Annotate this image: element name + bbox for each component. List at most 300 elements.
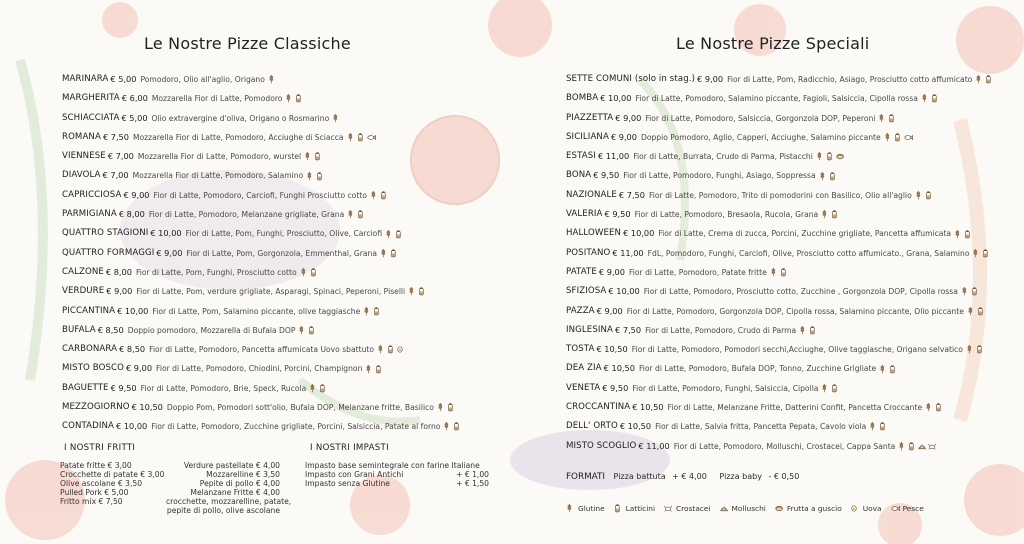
menu-item: [566, 205, 995, 224]
allergen-icons: [967, 306, 987, 317]
allergen-icons: [954, 229, 974, 240]
glutine-icon: [285, 93, 294, 104]
menu-item: [62, 417, 463, 436]
pizza-price: € 7,50: [618, 189, 645, 200]
latticini-icon: [395, 229, 404, 240]
pizza-price: € 5,00: [121, 112, 148, 123]
pizza-price: € 10,50: [131, 402, 163, 413]
allergen-icons: [770, 267, 790, 278]
pizza-name: MARINARA: [62, 74, 109, 84]
formati-row: [566, 472, 799, 482]
pizza-name: POSITANO: [566, 247, 611, 258]
pizza-ingredients: Fior di Latte, Burrata, Crudo di Parma, Pistacchi: [633, 152, 813, 162]
pizza-name: PARMIGIANA: [62, 209, 117, 220]
menu-item: [62, 224, 463, 243]
menu-item: [62, 379, 463, 398]
glutine-icon: [443, 421, 452, 432]
allergen-icons: [377, 344, 407, 355]
menu-item: [62, 147, 463, 166]
pizza-name: PATATE: [566, 266, 597, 277]
glutine-icon: [799, 325, 808, 336]
menu-item: [566, 166, 995, 185]
menu-item: [62, 321, 463, 340]
pizza-price: € 10,00: [608, 286, 640, 297]
pizza-name: VERDURE: [62, 286, 105, 297]
latticini-icon: [308, 325, 317, 336]
pizza-ingredients: Fior di Latte, Pomodoro, Pomodori secchi,Acciughe, Olive taggiasche, Origano selvatico: [631, 345, 963, 355]
latticini-icon: [971, 286, 980, 297]
pizza-ingredients: Fior di Latte, Melanzane Fritte, Datterini Confit, Pancetta Croccante: [667, 403, 923, 413]
menu-item: [566, 437, 995, 456]
latticini-icon: [888, 113, 897, 124]
latticini-icon: [614, 503, 623, 514]
pizza-price: € 9,00: [125, 363, 153, 374]
allergen-icons: [961, 286, 981, 297]
glutine-icon: [821, 209, 830, 220]
pizza-price: € 9,00: [123, 189, 150, 200]
pizza-name: BONA: [566, 170, 592, 181]
classic-pizzas-title: Le Nostre Pizze Classiche: [144, 34, 351, 53]
pizza-price: € 7,00: [102, 170, 129, 181]
legend-label: Glutine: [578, 504, 605, 513]
pizza-price: € 9,00: [615, 112, 642, 123]
pizza-price: € 10,00: [117, 305, 149, 316]
pizza-name: CONTADINA: [62, 421, 115, 432]
classic-pizzas-list: [62, 70, 463, 437]
fritti-list-2: [166, 461, 292, 515]
glutine-icon: [961, 286, 970, 297]
latticini-icon: [418, 286, 427, 297]
pizza-price: € 9,00: [610, 131, 637, 142]
pizza-ingredients: Pomodoro, Olio all'aglio, Origano: [140, 75, 265, 84]
fritto-item: crocchette, mozzarelline, patate,: [166, 497, 292, 506]
pizza-price: € 10,50: [619, 421, 652, 432]
menu-item: [566, 417, 995, 436]
glutine-icon: [377, 344, 386, 355]
allergen-icons: [443, 421, 463, 432]
pizza-price: € 10,00: [116, 421, 148, 432]
legend-label: Latticini: [625, 504, 656, 513]
latticini-icon: [380, 190, 389, 201]
pizza-price: € 9,00: [598, 266, 625, 277]
menu-item: [62, 359, 463, 378]
pesce-icon: [367, 132, 376, 143]
glutine-icon: [819, 171, 828, 182]
special-pizzas-list: [566, 70, 995, 456]
pizza-ingredients: Fior di Latte, Pomodoro, Chiodini, Porcini, Champignon: [156, 364, 363, 374]
allergen-icons: [925, 402, 945, 413]
menu-item: [566, 321, 995, 340]
pizza-name: CAPRICCIOSA: [62, 189, 122, 200]
glutine-icon: [347, 132, 356, 143]
allergen-icons: [268, 74, 278, 85]
menu-item: [62, 70, 463, 89]
pizza-name: INGLESINA: [566, 324, 614, 335]
legend-label: Pesce: [902, 504, 924, 513]
pizza-price: € 9,00: [106, 286, 133, 297]
legend-label: Crostacei: [676, 504, 711, 513]
impasto-price: + € 1,50: [456, 479, 489, 488]
glutine-icon: [566, 503, 575, 514]
molluschi-icon: [918, 441, 927, 452]
pizza-name: BAGUETTE: [62, 382, 109, 393]
pizza-price: € 10,00: [150, 228, 182, 239]
latticini-icon: [780, 267, 789, 278]
pizza-price: € 11,00: [638, 440, 670, 451]
latticini-icon: [357, 209, 366, 220]
pizza-name: SETTE COMUNI (solo in stag.): [566, 74, 696, 84]
pizza-name: DELL' ORTO: [566, 421, 618, 432]
pizza-ingredients: Doppio Pomodoro, Aglio, Capperi, Acciughe, Salamino piccante: [640, 132, 881, 142]
pizza-name: MEZZOGIORNO: [62, 402, 130, 413]
fritto-item: Crocchette di patate € 3,00: [60, 470, 165, 479]
menu-item: [62, 244, 463, 263]
latticini-icon: [931, 93, 940, 104]
fritto-item: Mozzarelline € 3,50: [206, 470, 280, 479]
pizza-ingredients: Fior di Latte, Pomodoro, Molluschi, Crostacei, Cappa Santa: [673, 441, 896, 451]
latticini-icon: [826, 151, 835, 162]
pesce-icon: [891, 503, 900, 514]
pizza-ingredients: Fior di Latte, Pom, Gorgonzola, Emmenthal, Grana: [186, 248, 377, 258]
glutine-icon: [306, 171, 315, 182]
latticini-icon: [373, 306, 382, 317]
glutine-icon: [972, 248, 981, 259]
pizza-price: € 9,00: [156, 247, 183, 258]
impasto-price: + € 1,00: [456, 470, 489, 479]
pizza-name: MISTO BOSCO: [62, 363, 124, 374]
pizza-name: PICCANTINA: [62, 305, 116, 316]
allergen-icons: [298, 325, 318, 336]
frutta-icon: [775, 503, 784, 514]
fritto-item: Pepite di pollo € 4,00: [199, 479, 280, 488]
formati-label: FORMATI: [566, 472, 605, 482]
pizza-name: ESTASI: [566, 151, 596, 162]
glutine-icon: [385, 229, 394, 240]
glutine-icon: [380, 248, 389, 259]
fritti-heading: I NOSTRI FRITTI: [64, 443, 136, 453]
menu-item: [566, 282, 995, 301]
latticini-icon: [319, 383, 328, 394]
pizza-price: € 7,00: [107, 151, 134, 162]
menu-item: [62, 109, 463, 128]
pizza-name: QUATTRO STAGIONI: [62, 228, 149, 239]
pizza-price: € 8,50: [119, 344, 146, 355]
impasto-label: Impasto con Grani Antichi: [305, 470, 404, 479]
pizza-ingredients: Fior di Latte, Pomodoro, Salamino piccante, Fagioli, Salsiccia, Cipolla rossa: [635, 94, 918, 104]
menu-item: [566, 109, 995, 128]
pizza-price: € 9,00: [596, 305, 623, 316]
pizza-name: BUFALA: [62, 324, 96, 335]
latticini-icon: [809, 325, 818, 336]
glutine-icon: [966, 344, 975, 355]
glutine-icon: [954, 229, 963, 240]
formati-baby: Pizza baby: [719, 472, 762, 481]
pizza-price: € 7,50: [615, 324, 642, 335]
pizza-name: SFIZIOSA: [566, 286, 607, 297]
pizza-ingredients: Fior di Latte, Pomodoro, Carciofi, Funghi Prosciutto cotto: [153, 190, 367, 200]
glutine-icon: [975, 74, 984, 85]
latticini-icon: [831, 383, 840, 394]
glutine-icon: [967, 306, 976, 317]
impasti-section: [310, 443, 389, 453]
latticini-icon: [829, 171, 838, 182]
allergen-legend: [566, 503, 933, 514]
pizza-ingredients: Fior di Latte, Pomodoro, Salsiccia, Gorgonzola DOP, Peperoni: [645, 113, 876, 123]
latticini-icon: [310, 267, 319, 278]
pizza-price: € 10,50: [596, 344, 628, 355]
pizza-name: QUATTRO FORMAGGI: [62, 247, 155, 258]
menu-item: [62, 89, 463, 108]
latticini-icon: [985, 74, 994, 85]
menu-item: [566, 147, 995, 166]
allergen-icons: [309, 383, 329, 394]
glutine-icon: [408, 286, 417, 297]
pizza-ingredients: Fior di Latte, Pomodoro, Crudo di Parma: [645, 325, 797, 335]
pizza-price: € 8,50: [97, 324, 124, 335]
pizza-price: € 10,50: [603, 363, 635, 374]
pizza-price: € 10,00: [600, 93, 632, 104]
glutine-icon: [821, 383, 830, 394]
menu-item: [566, 398, 995, 417]
pizza-ingredients: Fior di Latte, Pomodoro, Bufala DOP, Tonno, Zucchine Grigliate: [638, 364, 877, 374]
allergen-icons: [408, 286, 428, 297]
fritti-section: [64, 443, 135, 453]
pizza-ingredients: Fior di Latte, Pomodoro, Bresaola, Rucola, Grana: [634, 210, 819, 220]
pizza-ingredients: Fior di Latte, Pom, Funghi, Prosciutto, Olive, Carciofi: [185, 229, 383, 239]
latticini-icon: [894, 132, 903, 143]
pizza-name: CROCCANTINA: [566, 402, 631, 413]
pizza-ingredients: Fior di Latte, Pom, verdure grigliate, Asparagi, Spinaci, Peperoni, Piselli: [136, 287, 406, 297]
latticini-icon: [375, 364, 384, 375]
pizza-name: MISTO SCOGLIO: [566, 440, 637, 451]
glutine-icon: [898, 441, 907, 452]
pizza-name: VALERIA: [566, 209, 603, 220]
glutine-icon: [921, 93, 930, 104]
glutine-icon: [770, 267, 779, 278]
pizza-name: DIAVOLA: [62, 170, 101, 181]
formati-battuta-price: + € 4,00: [672, 472, 707, 481]
pizza-ingredients: Fior di Latte, Pomodoro, Patate fritte: [628, 267, 767, 277]
latticini-icon: [387, 344, 396, 355]
pizza-ingredients: Fior di Latte, Pomodoro, Gorgonzola DOP, Cipolla rossa, Salamino piccante, Olio piccante: [626, 306, 964, 316]
latticini-icon: [964, 229, 973, 240]
menu-item: [62, 128, 463, 147]
pizza-name: SICILIANA: [566, 131, 609, 142]
pizza-name: CARBONARA: [62, 344, 118, 355]
impasto-row: [305, 470, 489, 479]
glutine-icon: [878, 113, 887, 124]
pizza-ingredients: Fior di Latte, Crema di zucca, Porcini, Zucchine grigliate, Pancetta affumicata: [658, 229, 952, 239]
latticini-icon: [982, 248, 991, 259]
pizza-price: € 10,50: [632, 402, 664, 413]
pizza-price: € 9,50: [593, 170, 620, 181]
fritto-item: Pulled Pork € 5,00: [60, 488, 129, 497]
menu-item: [62, 398, 463, 417]
impasti-list: [305, 461, 489, 488]
allergen-icons: [363, 306, 383, 317]
allergen-icons: [898, 441, 938, 452]
menu-item: [62, 166, 463, 185]
allergen-icons: [306, 171, 326, 182]
pizza-name: VIENNESE: [62, 151, 106, 162]
glutine-icon: [925, 402, 934, 413]
allergen-icons: [878, 113, 898, 124]
crostacei-icon: [664, 503, 673, 514]
pizza-ingredients: Doppio Pom, Pomodori sott'olio, Bufala DOP, Melanzane fritte, Basilico: [166, 403, 434, 413]
pizza-ingredients: Fior di Latte, Pomodoro, Funghi, Asiago, Soppressa: [623, 171, 816, 181]
allergen-icons: [380, 248, 400, 259]
latticini-icon: [390, 248, 399, 259]
frutta-icon: [836, 151, 845, 162]
latticini-icon: [889, 364, 898, 375]
menu-item: [62, 186, 463, 205]
glutine-icon: [332, 113, 341, 124]
impasto-row: [305, 461, 489, 470]
latticini-icon: [453, 421, 462, 432]
allergen-icons: [869, 421, 889, 432]
fritto-item: Patate fritte € 3,00: [60, 461, 132, 470]
pizza-price: € 9,50: [604, 209, 631, 220]
pizza-name: ROMANA: [62, 131, 101, 142]
allergen-icons: [799, 325, 819, 336]
allergen-icons: [437, 402, 457, 413]
pizza-ingredients: Fior di Latte, Pomodoro, Brie, Speck, Rucola: [140, 383, 307, 393]
pizza-ingredients: Fior di Latte, Pom, Salamino piccante, olive taggiasche: [152, 306, 361, 316]
latticini-icon: [925, 190, 934, 201]
crostacei-icon: [928, 441, 937, 452]
pizza-price: € 11,00: [597, 151, 630, 162]
pizza-name: SCHIACCIATA: [62, 112, 120, 123]
pizza-name: DEA ZIA: [566, 363, 602, 374]
allergen-icons: [821, 383, 841, 394]
pizza-name: NAZIONALE: [566, 189, 617, 200]
latticini-icon: [314, 151, 323, 162]
pizza-price: € 8,00: [105, 266, 132, 277]
pizza-ingredients: Fior di Latte, Salvia fritta, Pancetta Pepata, Cavolo viola: [655, 422, 867, 432]
allergen-icons: [347, 209, 367, 220]
latticini-icon: [295, 93, 304, 104]
allergen-icons: [304, 151, 324, 162]
legend-label: Molluschi: [731, 504, 766, 513]
latticini-icon: [908, 441, 917, 452]
menu-item: [566, 359, 995, 378]
pizza-price: € 9,50: [602, 382, 629, 393]
latticini-icon: [935, 402, 944, 413]
pizza-price: € 8,00: [118, 209, 145, 220]
latticini-icon: [976, 344, 985, 355]
pesce-icon: [904, 132, 913, 143]
pizza-ingredients: Mozzarella Fior di Latte, Pomodoro, wurstel: [137, 152, 302, 162]
menu-item: [566, 224, 995, 243]
pizza-ingredients: Mozzarella Fior di Latte, Pomodoro, Acciughe di Sciacca: [132, 132, 344, 142]
pizza-ingredients: Fior di Latte, Pomodoro, Pancetta affumicata Uovo sbattuto: [149, 345, 375, 355]
pizza-price: € 6,00: [121, 93, 148, 104]
menu-item: [566, 89, 995, 108]
fritto-item: Verdure pastellate € 4,00: [183, 461, 280, 470]
allergen-icons: [819, 171, 839, 182]
pizza-ingredients: Fior di Latte, Pomodoro, Prosciutto cotto, Zucchine , Gorgonzola DOP, Cipolla rossa: [643, 287, 958, 297]
pizza-ingredients: Fior di Latte, Pomodoro, Melanzane grigliate, Grana: [148, 210, 345, 220]
fritto-item: Olive ascolane € 3,50: [60, 479, 143, 488]
glutine-icon: [437, 402, 446, 413]
molluschi-icon: [720, 503, 729, 514]
pizza-price: € 7,50: [102, 131, 129, 142]
glutine-icon: [370, 190, 379, 201]
glutine-icon: [347, 209, 356, 220]
glutine-icon: [304, 151, 313, 162]
glutine-icon: [869, 421, 878, 432]
glutine-icon: [268, 74, 277, 85]
uova-icon: [397, 344, 406, 355]
allergen-icons: [365, 364, 385, 375]
pizza-name: TOSTA: [566, 344, 595, 355]
glutine-icon: [363, 306, 372, 317]
special-pizzas-title: Le Nostre Pizze Speciali: [676, 34, 870, 53]
pizza-ingredients: Mozzarella Fior di Latte, Pomodoro, Salamino: [132, 171, 304, 181]
menu-item: [566, 379, 995, 398]
formati-baby-price: - € 0,50: [768, 472, 800, 481]
pizza-name: VENETA: [566, 382, 601, 393]
latticini-icon: [977, 306, 986, 317]
latticini-icon: [879, 421, 888, 432]
pizza-name: BOMBA: [566, 93, 599, 104]
allergen-icons: [370, 190, 390, 201]
allergen-icons: [972, 248, 992, 259]
menu-item: [62, 205, 463, 224]
allergen-icons: [966, 344, 986, 355]
menu-item: [62, 282, 463, 301]
pizza-ingredients: Olio extravergine d'oliva, Origano o Rosmarino: [151, 113, 330, 123]
glutine-icon: [879, 364, 888, 375]
pizza-name: MARGHERITA: [62, 93, 120, 104]
fritto-item: Fritto mix € 7,50: [60, 497, 123, 506]
allergen-icons: [385, 229, 405, 240]
glutine-icon: [816, 151, 825, 162]
pizza-price: € 11,00: [612, 247, 644, 258]
pizza-ingredients: FdL, Pomodoro, Funghi, Carciofi, Olive, Prosciutto cotto affumicato., Grana, Salamino: [647, 248, 970, 258]
pizza-name: CALZONE: [62, 266, 104, 277]
pizza-price: € 9,50: [110, 382, 137, 393]
latticini-icon: [357, 132, 366, 143]
fritti-list-1: [60, 461, 164, 506]
menu-item: [62, 302, 463, 321]
glutine-icon: [298, 325, 307, 336]
pizza-ingredients: Fior di Latte, Pom, Radicchio, Asiago, Prosciutto cotto affumicato: [727, 75, 973, 84]
pizza-price: € 5,00: [110, 74, 137, 84]
allergen-icons: [821, 209, 841, 220]
latticini-icon: [447, 402, 456, 413]
fritto-item: Melanzane Fritte € 4,00: [190, 488, 280, 497]
glutine-icon: [300, 267, 309, 278]
menu-item: [566, 186, 995, 205]
menu-item: [62, 340, 463, 359]
fritto-item: pepite di pollo, olive ascolane: [166, 506, 280, 515]
menu-item: [566, 128, 995, 147]
pizza-name: PAZZA: [566, 305, 595, 316]
menu-item: [566, 263, 995, 282]
legend-label: Uova: [862, 504, 882, 513]
glutine-icon: [309, 383, 318, 394]
glutine-icon: [884, 132, 893, 143]
allergen-icons: [915, 190, 935, 201]
pizza-ingredients: Fior di Latte, Pomodoro, Zucchine grigliate, Porcini, Salsiccia, Patate al forno: [151, 422, 441, 432]
allergen-icons: [921, 93, 941, 104]
pizza-price: € 9,00: [697, 74, 724, 84]
allergen-icons: [975, 74, 995, 85]
pizza-ingredients: Fior di Latte, Pomodoro, Funghi, Salsiccia, Cipolla: [632, 383, 819, 393]
pizza-price: € 10,00: [623, 228, 655, 239]
menu-item: [566, 340, 995, 359]
